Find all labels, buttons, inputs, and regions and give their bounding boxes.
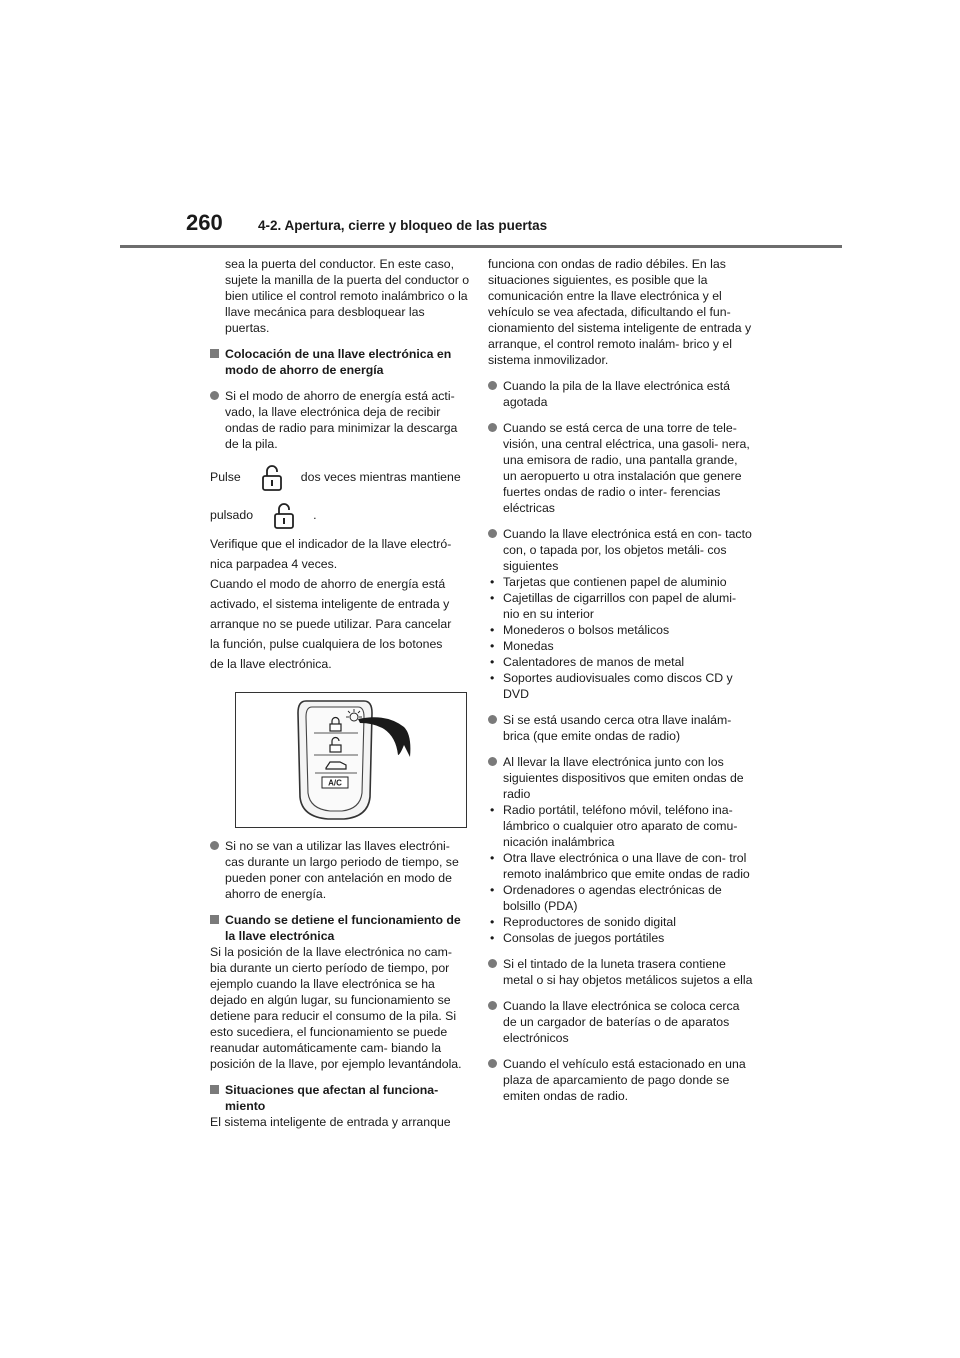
- section-title: 4-2. Apertura, cierre y bloqueo de las puertas: [258, 218, 548, 233]
- bullet-battery-charger: Cuando la llave electrónica se coloca cerca de un cargador de baterías o de aparatos electrónicos: [488, 998, 753, 1046]
- press-text: Pulse: [210, 470, 241, 484]
- intro-paragraph: sea la puerta del conductor. En este caso, sujete la manilla de la puerta del conductor o bien utilice el control remoto inalámbrico o la llave mecánica para desbloquear las puertas.: [225, 257, 470, 335]
- bullet-near-tower: Cuando se está cerca de una torre de tele- visión, una central eléctrica, una gasoli- nera, una emisora de radio, una pantalla grande, un aeropuerto u otra instalación que genere fuertes ondas de radio o inter- ferencias eléctricas: [488, 420, 753, 516]
- text-line: arranque no se puede utilizar. Para cancelar: [210, 617, 452, 631]
- bullet-long-term-storage: Si no se van a utilizar las llaves electróni- cas durante un largo periodo de tiempo, se pueden poner con antelación en modo de ahorro de energía.: [210, 838, 470, 902]
- paragraph-key-stops: Si la posición de la llave electrónica no cam- bia durante un cierto período de tiempo, por ejemplo cuando la llave electrónica se ha dejado en algún lugar, su funcionamiento se detiene para reducir el consumo de la pila. Si esto sucediera, el funcionamiento se puede reanudar automáticamente cam- biando la posición de la llave, por ejemplo levantándola.: [210, 945, 462, 1071]
- metal-objects-list: [488, 574, 753, 702]
- list-item: • Consolas de juegos portátiles: [488, 930, 753, 946]
- press-instruction-line-1: [210, 458, 470, 496]
- page-number: 260: [186, 210, 223, 235]
- lock-icon: [259, 462, 285, 492]
- verify-instructions: [210, 534, 470, 674]
- bullet-paid-parking: Cuando el vehículo está estacionado en una plaza de aparcamiento de pago donde se emiten ondas de radio.: [488, 1056, 753, 1104]
- list-item: • Reproductores de sonido digital: [488, 914, 753, 930]
- press-instruction-line-2: [210, 496, 470, 534]
- right-column: [488, 256, 753, 1104]
- heading-key-stops: Cuando se detiene el funcionamiento de la llave electrónica: [210, 912, 470, 944]
- bullet-power-saving: Si el modo de ahorro de energía está acti- vado, la llave electrónica deja de recibir ondas de radio para minimizar la descarga de la pila.: [210, 388, 470, 452]
- text-line: Verifique que el indicador de la llave electró-: [210, 537, 452, 551]
- list-item: • Soportes audiovisuales como discos CD y DVD: [488, 670, 753, 702]
- text-line: la función, pulse cualquiera de los botones: [210, 637, 443, 651]
- list-item: • Monederos o bolsos metálicos: [488, 622, 753, 638]
- text-line: activado, el sistema inteligente de entrada y: [210, 597, 450, 611]
- bullet-metal-contact: Cuando la llave electrónica está en con- tacto con, o tapada por, los objetos metáli- cos siguientes: [488, 526, 753, 574]
- list-item: • Cajetillas de cigarrillos con papel de alumi- nio en su interior: [488, 590, 753, 622]
- bullet-rear-window-tint: Si el tintado de la luneta trasera contiene metal o si hay objetos metálicos sujetos a ella: [488, 956, 753, 988]
- text-line: nica parpadea 4 veces.: [210, 557, 338, 571]
- lock-icon: [271, 500, 297, 530]
- radio-devices-list: [488, 802, 753, 946]
- held-text: pulsado: [210, 508, 254, 522]
- bullet-other-wireless-key: Si se está usando cerca otra llave inalám- brica (que emite ondas de radio): [488, 712, 753, 744]
- list-item: • Monedas: [488, 638, 753, 654]
- list-item: • Ordenadores o agendas electrónicas de bolsillo (PDA): [488, 882, 753, 914]
- left-column: [210, 256, 470, 1130]
- bullet-battery-depleted: Cuando la pila de la llave electrónica está agotada: [488, 378, 753, 410]
- list-item: • Radio portátil, teléfono móvil, teléfono ina- lámbrico o cualquier otro aparato de comu- nicación inalámbrica: [488, 802, 753, 850]
- fob-ac-label: A/C: [328, 778, 342, 788]
- header-rule: [120, 245, 842, 248]
- smart-key-illustration: [235, 692, 467, 828]
- paragraph-situations: El sistema inteligente de entrada y arranque: [210, 1115, 451, 1129]
- list-item: • Tarjetas que contienen papel de aluminio: [488, 574, 753, 590]
- list-item: • Otra llave electrónica o una llave de con- trol remoto inalámbrico que emite ondas de radio: [488, 850, 753, 882]
- heading-power-saving: Colocación de una llave electrónica en modo de ahorro de energía: [210, 346, 470, 378]
- text-line: de la llave electrónica.: [210, 657, 332, 671]
- held-text-period: .: [313, 508, 317, 522]
- intro-paragraph-right: funciona con ondas de radio débiles. En las situaciones siguientes, es posible que la comunicación entre la llave electrónica y el vehículo se vea afectada, dificultando el fun- cionamiento del sistema inteligente de entrada y arranque, el control remoto inalám- brico y el sistema inmovilizador.: [488, 257, 752, 367]
- text-line: Cuando el modo de ahorro de energía está: [210, 577, 446, 591]
- heading-situations: Situaciones que afectan al funciona- miento: [210, 1082, 470, 1114]
- press-text-continued: dos veces mientras mantiene: [300, 470, 461, 484]
- list-item: • Calentadores de manos de metal: [488, 654, 753, 670]
- bullet-radio-devices: Al llevar la llave electrónica junto con los siguientes dispositivos que emiten ondas de radio: [488, 754, 753, 802]
